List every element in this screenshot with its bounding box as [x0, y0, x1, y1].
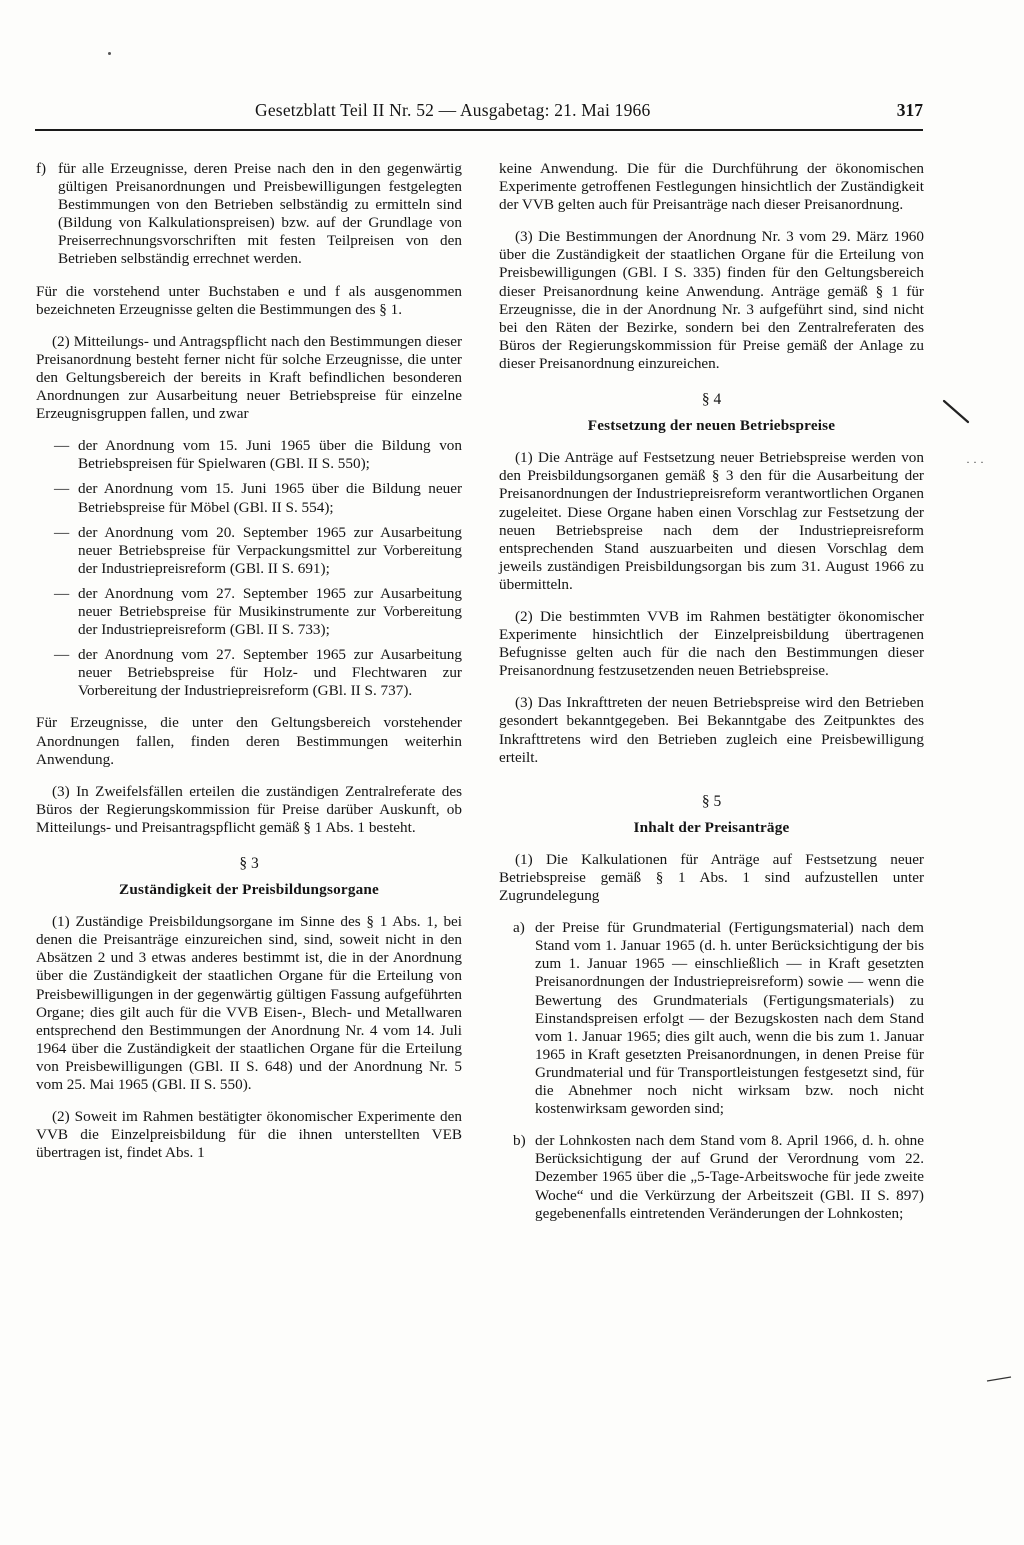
scan-speck	[108, 52, 111, 55]
dash-marker: —	[54, 646, 70, 664]
dash-list-item	[36, 480, 462, 516]
section-number: § 4	[701, 391, 722, 409]
pencil-margin-mark	[942, 398, 972, 428]
list-item-f	[36, 160, 462, 269]
dash-marker: —	[54, 523, 70, 541]
paragraph: (3) Die Bestimmungen der Anordnung Nr. 3 vom 29. März 1960 über die Zuständigkeit der staatlichen Organe für die Erteilung von Preisbewilligungen (GBl. I S. 335) finden für den Geltungsbereich dieser Preisanordnung keine Anwendung. Anträge gemäß § 1 für Erzeugnisse, die in der Anordnung Nr. 3 aufgeführt sind, sind nicht bei den Räten der Bezirke, sondern bei den Zentralreferaten des Büros der Regierungskommission für Preise gemäß der Anlage zu dieser Preisanordnung einzureichen.	[499, 228, 924, 372]
pencil-dash-mark	[985, 1375, 1015, 1383]
dash-list-item	[36, 585, 462, 639]
dash-item-text: der Anordnung vom 15. Juni 1965 über die Bildung von Betriebspreisen für Spielwaren (GBl. II S. 550);	[78, 437, 462, 473]
dash-list-item	[36, 524, 462, 578]
page-number: 317	[896, 100, 923, 120]
list-item-b	[499, 1132, 924, 1222]
section-number: § 5	[701, 792, 722, 810]
item-text: der Lohnkosten nach dem Stand vom 8. April 1966, d. h. ohne Berücksichtigung der auf Grund der Verordnung vom 22. Dezember 1965 über die „5-Tage-Arbeitswoche für jede zweite Woche“ und die Verkürzung der Arbeitszeit (GBl. II S. 897) gegebenenfalls eintretenden Veränderungen der Lohnkosten;	[535, 1132, 924, 1222]
dash-marker: —	[54, 480, 70, 498]
item-marker: b)	[513, 1132, 526, 1150]
right-column	[499, 160, 924, 1237]
dash-marker: —	[54, 437, 70, 455]
item-text: der Preise für Grundmaterial (Fertigungsmaterial) nach dem Stand vom 1. Januar 1965 (d. h. unter Berücksichtigung der bis zum 1. Januar 1965 — einschließlich — in Kraft gesetzten Preisanordnungen der Industriepreisreform) sowie — wenn die Bewertung des Grundmaterials (Fertigungsmaterials) zu Einstandspreisen erfolgt — der Bezugskosten nach dem Stand vom 1. Januar 1965; dies gilt auch, wenn die bis zum 1. Januar 1965 in Kraft gesetzten Preisanordnungen, in denen Preise für Grundmaterial und für Transportleistungen festgesetzt sind, für die Abnehmer noch nicht wirksam bzw. noch nicht kostenwirksam geworden sind;	[535, 919, 924, 1118]
dash-item-text: der Anordnung vom 15. Juni 1965 über die Bildung neuer Betriebspreise für Möbel (GBl. II S. 554);	[78, 480, 462, 516]
left-column	[36, 160, 462, 1176]
paragraph: (2) Die bestimmten VVB im Rahmen bestätigter ökonomischer Experimente hinsichtlich der Einzelpreisbildung übertragenen Befugnisse gelten auch für die nach den Bestimmungen dieser Preisanordnung festzusetzenden neuen Betriebspreise.	[499, 607, 924, 680]
dash-item-text: der Anordnung vom 27. September 1965 zur Ausarbeitung neuer Betriebspreise für Musikinstrumente zur Vorbereitung der Industriepreisreform (GBl. II S. 733);	[78, 584, 462, 639]
page-header	[35, 100, 923, 128]
item-marker: a)	[513, 919, 525, 937]
gazette-title: Gesetzblatt Teil II Nr. 52 — Ausgabetag: 21. Mai 1966	[255, 100, 651, 120]
paragraph: (1) Die Anträge auf Festsetzung neuer Betriebspreise werden von den Preisbildungsorganen gemäß § 3 den für die Ausarbeitung der Preisanordnungen der Industriepreisreform verantwortlichen Organen zugeleitet. Diese Organe haben einen Vorschlag zur Festsetzung der neuen Betriebspreise nach dem der Industriepreisreform entsprechenden Stand auszuarbeiten und diesen Vorschlag dem jeweils zuständigen Preisbildungsorgan bis zum 31. August 1966 zu übermitteln.	[499, 449, 924, 593]
pencil-dots-mark: · · ·	[966, 455, 984, 469]
header-rule	[35, 129, 923, 131]
paragraph: (3) Das Inkrafttreten der neuen Betriebspreise wird den Betrieben gesondert bekanntgegeben. Bei Bekanntgabe des Zeitpunktes des Inkrafttretens wird den Betrieben zugleich eine Preisbewilligung erteilt.	[499, 694, 924, 766]
item-text: für alle Erzeugnisse, deren Preise nach den in den gegenwärtig gültigen Preisanordnungen und Preisbewilligungen festgelegten Bestimmungen von den Betrieben selbständig zu ermitteln sind (Bildung von Kalkulationspreisen) bzw. auf der Grundlage von Preiserrechnungsvorschriften mit festen Teilpreisen von den Betrieben selbständig errechnet werden.	[58, 160, 462, 268]
paragraph: (1) Zuständige Preisbildungsorgane im Sinne des § 1 Abs. 1, bei denen die Preisanträge einzureichen sind, sind, soweit nicht in den Absätzen 2 und 3 etwas anderes bestimmt ist, die in der Anordnung über die Zuständigkeit der staatlichen Organe für die Erteilung von Preisbewilligungen in der gegenwärtig gültigen Fassung aufgeführten Organe; dies gilt auch für die VVB Eisen-, Blech- und Metallwaren entsprechend den Bestimmungen der Anordnung Nr. 4 vom 14. Juli 1964 über die Zuständigkeit der staatlichen Organe für die Erteilung von Preisbewilligungen (GBl. II S. 648) und der Anordnung Nr. 5 vom 25. Mai 1965 (GBl. II S. 550).	[36, 913, 462, 1094]
section-number: § 3	[239, 855, 259, 872]
dash-item-text: der Anordnung vom 20. September 1965 zur Ausarbeitung neuer Betriebspreise für Verpackungsmittel zur Vorbereitung der Industriepreisreform (GBl. II S. 691);	[78, 523, 462, 577]
section-heading: Inhalt der Preisanträge	[633, 818, 790, 836]
list-item-a	[499, 919, 924, 1118]
dash-marker: —	[54, 584, 70, 602]
paragraph: (2) Mitteilungs- und Antragspflicht nach den Bestimmungen dieser Preisanordnung besteht ferner nicht für solche Erzeugnisse, die unter den Geltungsbereich der bereits in Kraft befindlichen besonderen Anordnungen zur Ausarbeitung neuer Betriebspreise für einzelne Erzeugnisgruppen fallen, und zwar	[36, 332, 462, 423]
dash-item-text: der Anordnung vom 27. September 1965 zur Ausarbeitung neuer Betriebspreise für Holz- und Flechtwaren zur Vorbereitung der Industriepreisreform (GBl. II S. 737).	[78, 646, 462, 700]
paragraph: (3) In Zweifelsfällen erteilen die zuständigen Zentralreferate des Büros der Regierungskommission für Preise darüber Auskunft, ob Mitteilungs- und Preisantragspflicht gemäß § 1 Abs. 1 besteht.	[36, 782, 462, 836]
paragraph: Für Erzeugnisse, die unter den Geltungsbereich vorstehender Anordnungen fallen, finden deren Bestimmungen weiterhin Anwendung.	[36, 714, 462, 768]
dash-list-item	[36, 437, 462, 473]
paragraph: (2) Soweit im Rahmen bestätigter ökonomischer Experimente den VVB die Einzelpreisbildung für die ihnen unterstellten VEB übertragen ist, findet Abs. 1	[36, 1108, 462, 1162]
section-heading: Festsetzung der neuen Betriebspreise	[587, 417, 836, 435]
paragraph: keine Anwendung. Die für die Durchführung der ökonomischen Experimente getroffenen Festlegungen hinsichtlich der Zuständigkeit der VVB gelten auch für Preisanträge nach dieser Preisanordnung.	[499, 160, 924, 214]
paragraph: Für die vorstehend unter Buchstaben e und f als ausgenommen bezeichneten Erzeugnisse gelten die Bestimmungen des § 1.	[36, 282, 462, 318]
section-heading: Zuständigkeit der Preisbildungsorgane	[118, 881, 379, 899]
item-marker: f)	[36, 160, 47, 177]
dash-list-item	[36, 646, 462, 700]
paragraph: (1) Die Kalkulationen für Anträge auf Festsetzung neuer Betriebspreise gemäß § 1 Abs. 1 sind aufzustellen unter Zugrundelegung	[499, 850, 924, 905]
